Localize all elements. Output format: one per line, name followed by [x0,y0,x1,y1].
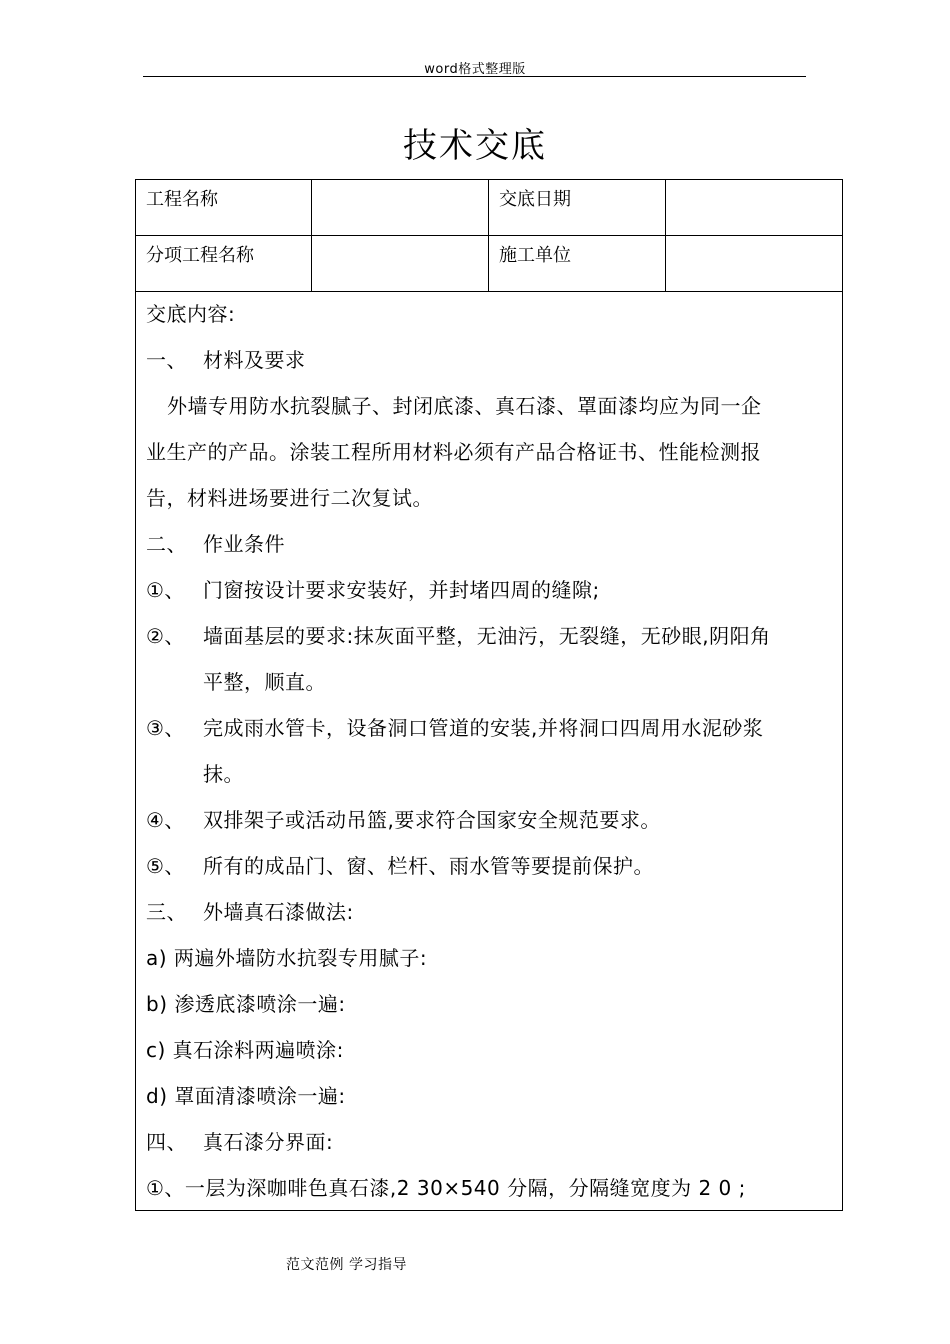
section-1-number: 一、 [146,348,187,372]
section-4-title: 真石漆分界面: [203,1130,334,1154]
condition-1 [146,574,600,603]
condition-3-continued: 抹。 [203,762,244,786]
subproject-name-label: 分项工程名称 [146,245,254,266]
info-row-1 [136,180,843,236]
section-3-heading [146,896,354,925]
disclosure-date-value-cell [666,180,843,236]
section-2-heading [146,528,285,557]
condition-4-number: ④、 [146,808,185,832]
method-step-a: a) 两遍外墙防水抗裂专用腻子: [146,946,428,970]
section-4-heading [146,1126,333,1155]
condition-5-number: ⑤、 [146,854,185,878]
project-name-value-cell [312,180,489,236]
condition-4 [146,804,661,833]
project-name-label-cell [136,180,312,236]
section-2-number: 二、 [146,532,187,556]
content-cell [136,292,843,1211]
method-step-d: d) 罩面清漆喷涂一遍: [146,1084,346,1108]
condition-2-number: ②、 [146,624,185,648]
section-4-number: 四、 [146,1130,187,1154]
project-name-label: 工程名称 [146,189,218,210]
construction-unit-label-cell [489,236,666,292]
condition-5-text: 所有的成品门、窗、栏杆、雨水管等要提前保护。 [203,854,654,878]
disclosure-date-label-cell [489,180,666,236]
construction-unit-label: 施工单位 [499,245,571,266]
condition-5 [146,850,654,879]
condition-3-number: ③、 [146,716,185,740]
header-divider [143,76,806,77]
section-3-number: 三、 [146,900,187,924]
disclosure-date-value [666,180,842,185]
construction-unit-value [666,236,842,241]
section-1-title: 材料及要求 [203,348,306,372]
paragraph-1-line-3: 告，材料进场要进行二次复试。 [146,486,433,510]
condition-2-text: 墙面基层的要求:抹灰面平整，无油污，无裂缝，无砂眼,阴阳角 [203,624,771,648]
content-row [136,292,843,1211]
page-header: word格式整理版 [424,62,526,77]
condition-3 [146,712,763,741]
info-row-2 [136,236,843,292]
paragraph-1-line-2: 业生产的产品。涂装工程所用材料必须有产品合格证书、性能检测报 [146,440,761,464]
content-heading: 交底内容: [146,302,236,326]
condition-1-number: ①、 [146,578,185,602]
disclosure-table [135,179,843,1211]
page-footer: 范文范例 学习指导 [286,1257,407,1273]
section-1-heading [146,344,306,373]
subproject-name-value [312,236,488,241]
condition-1-text: 门窗按设计要求安装好，并封堵四周的缝隙; [203,578,600,602]
section-3-title: 外墙真石漆做法: [203,900,354,924]
subproject-name-label-cell [136,236,312,292]
condition-2 [146,620,771,649]
subproject-name-value-cell [312,236,489,292]
disclosure-date-label: 交底日期 [499,189,571,210]
document-title: 技术交底 [403,126,547,166]
method-step-b: b) 渗透底漆喷涂一遍: [146,992,346,1016]
condition-4-text: 双排架子或活动吊篮,要求符合国家安全规范要求。 [203,808,661,832]
paragraph-1-line-1: 外墙专用防水抗裂腻子、封闭底漆、真石漆、罩面漆均应为同一企 [167,394,762,418]
condition-2-continued: 平整，顺直。 [203,670,326,694]
section-2-title: 作业条件 [203,532,285,556]
project-name-value [312,180,488,185]
disclosure-content [136,292,842,1210]
method-step-c: c) 真石涂料两遍喷涂: [146,1038,344,1062]
condition-3-text: 完成雨水管卡，设备洞口管道的安装,并将洞口四周用水泥砂浆 [203,716,764,740]
construction-unit-value-cell [666,236,843,292]
interface-item-1: ①、一层为深咖啡色真石漆,2 30×540 分隔，分隔缝宽度为 2 0 ; [146,1176,746,1200]
